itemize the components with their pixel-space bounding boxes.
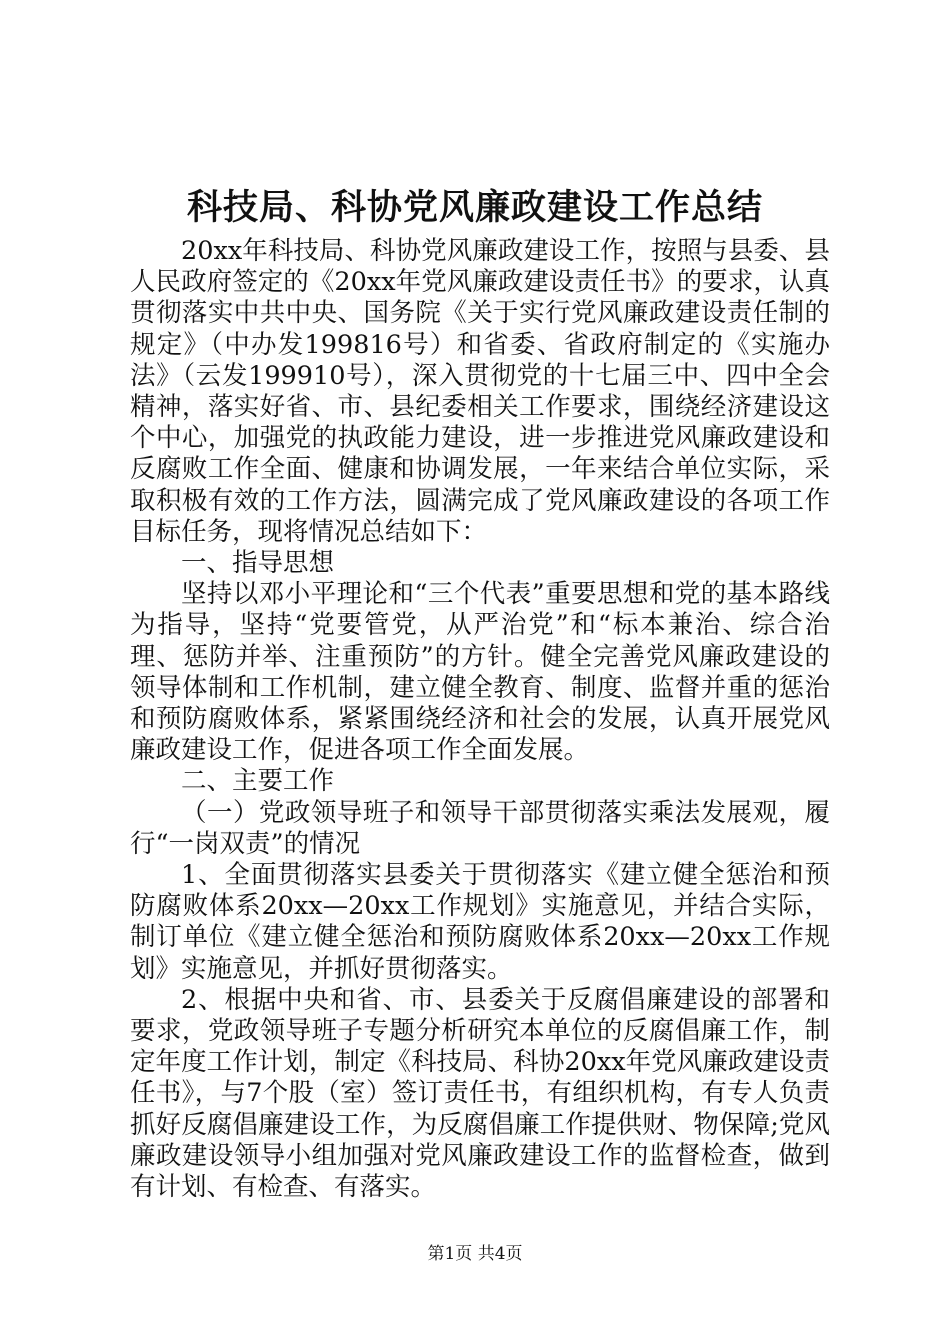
section-heading-main-work: 二、主要工作	[181, 766, 335, 797]
section-heading-guiding-ideology: 一、指导思想	[181, 548, 335, 579]
guiding-ideology-paragraph: 坚持以邓小平理论和“三个代表”重要思想和党的基本路线为指导，坚持“党要管党，从严治党”和“标本兼治、综合治理、惩防并举、注重预防”的方针。健全完善党风廉政建设的领导体制和工作机制，建立健全教育、制度、监督并重的惩治和预防腐败体系，紧紧围绕经济和社会的发展，认真开展党风廉政建设工作，促进各项工作全面发展。	[130, 579, 830, 766]
subsection-heading-leadership: （一）党政领导班子和领导干部贯彻落实乘法发展观，履行“一岗双责”的情况	[130, 797, 830, 859]
document-body	[130, 236, 830, 1203]
document-title: 科技局、科协党风廉政建设工作总结	[186, 187, 763, 228]
work-item-1-paragraph: 1、全面贯彻落实县委关于贯彻落实《建立健全惩治和预防腐败体系20xx—20xx工作规划》实施意见，并结合实际，制订单位《建立健全惩治和预防腐败体系20xx—20xx工作规划》实施意见，并抓好贯彻落实。	[130, 860, 830, 984]
work-item-2-paragraph: 2、根据中央和省、市、县委关于反腐倡廉建设的部署和要求，党政领导班子专题分析研究本单位的反腐倡廉工作，制定年度工作计划，制定《科技局、科协20xx年党风廉政建设责任书》，与7个股（室）签订责任书，有组织机构，有专人负责抓好反腐倡廉建设工作，为反腐倡廉工作提供财、物保障;党风廉政建设领导小组加强对党风廉政建设工作的监督检查，做到有计划、有检查、有落实。	[130, 984, 830, 1203]
intro-paragraph: 20xx年科技局、科协党风廉政建设工作，按照与县委、县人民政府签定的《20xx年党风廉政建设责任书》的要求，认真贯彻落实中共中央、国务院《关于实行党风廉政建设责任制的规定》（中办发199816号）和省委、省政府制定的《实施办法》（云发199910号），深入贯彻党的十七届三中、四中全会精神，落实好省、市、县纪委相关工作要求，围绕经济建设这个中心，加强党的执政能力建设，进一步推进党风廉政建设和反腐败工作全面、健康和协调发展，一年来结合单位实际，采取积极有效的工作方法，圆满完成了党风廉政建设的各项工作目标任务，现将情况总结如下：	[130, 236, 830, 547]
page-footer: 第1页 共4页	[427, 1244, 523, 1264]
